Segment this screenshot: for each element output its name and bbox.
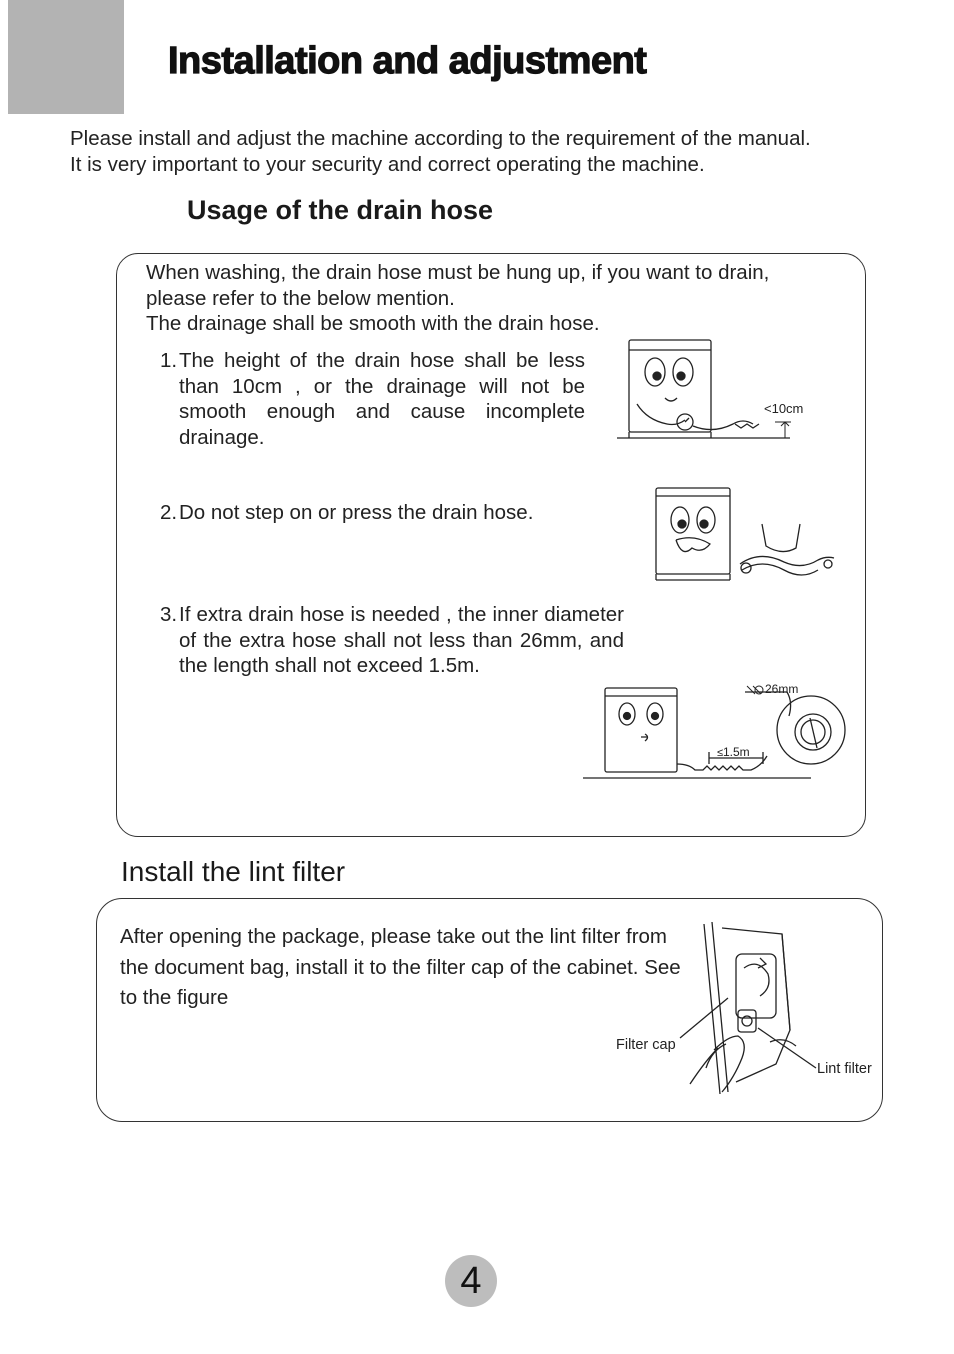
label-1-5m: 1.5m xyxy=(723,745,750,759)
drain-intro-line-2: please refer to the below mention. xyxy=(146,286,455,310)
hose-height-illustration xyxy=(615,334,815,446)
item-number: 2. xyxy=(160,501,178,524)
drain-hose-heading: Usage of the drain hose xyxy=(187,195,494,225)
item-number: 1. xyxy=(160,349,178,372)
corner-color-block xyxy=(8,0,124,114)
page-title: Installation and adjustment xyxy=(168,40,647,82)
step-on-hose-illustration xyxy=(650,484,840,598)
label-filter-cap: Filter cap xyxy=(616,1037,676,1053)
label-26mm: 26mm xyxy=(765,682,799,696)
drain-hose-intro xyxy=(146,260,769,337)
extra-hose-illustration xyxy=(583,678,848,782)
intro-paragraph xyxy=(70,126,811,178)
item-text: Do not step on or press the drain hose. xyxy=(179,501,534,524)
label-under-10cm: <10cm xyxy=(764,401,804,416)
page-number: 4 xyxy=(445,1255,497,1307)
drain-intro-line-3: The drainage shall be smooth with the drain hose. xyxy=(146,312,600,335)
lint-filter-heading: Install the lint filter xyxy=(121,856,346,887)
lint-filter-illustration xyxy=(610,918,882,1096)
less-equal-sign: ≤ xyxy=(717,747,724,759)
drain-intro-line-1: When washing, the drain hose must be hung up, if you want to drain, xyxy=(146,261,770,284)
label-lint-filter: Lint filter xyxy=(817,1061,872,1077)
item-text: If extra drain hose is needed , the inner diameter of the extra hose shall not less than 26mm, and the length shall not exceed 1.5m. xyxy=(179,603,624,677)
item-number: 3. xyxy=(160,603,178,626)
item-text: The height of the drain hose shall be less than 10cm , or the drainage will not be smooth enough and cause incomplete drainage. xyxy=(179,349,585,449)
intro-line-1: Please install and adjust the machine according to the requirement of the manual. xyxy=(70,127,811,150)
lint-filter-text: After opening the package, please take out the lint filter from the document bag, install it to the filter cap of the cabinet. See to the figure xyxy=(120,925,681,1009)
intro-line-2: It is very important to your security and correct operating the machine. xyxy=(70,153,705,176)
